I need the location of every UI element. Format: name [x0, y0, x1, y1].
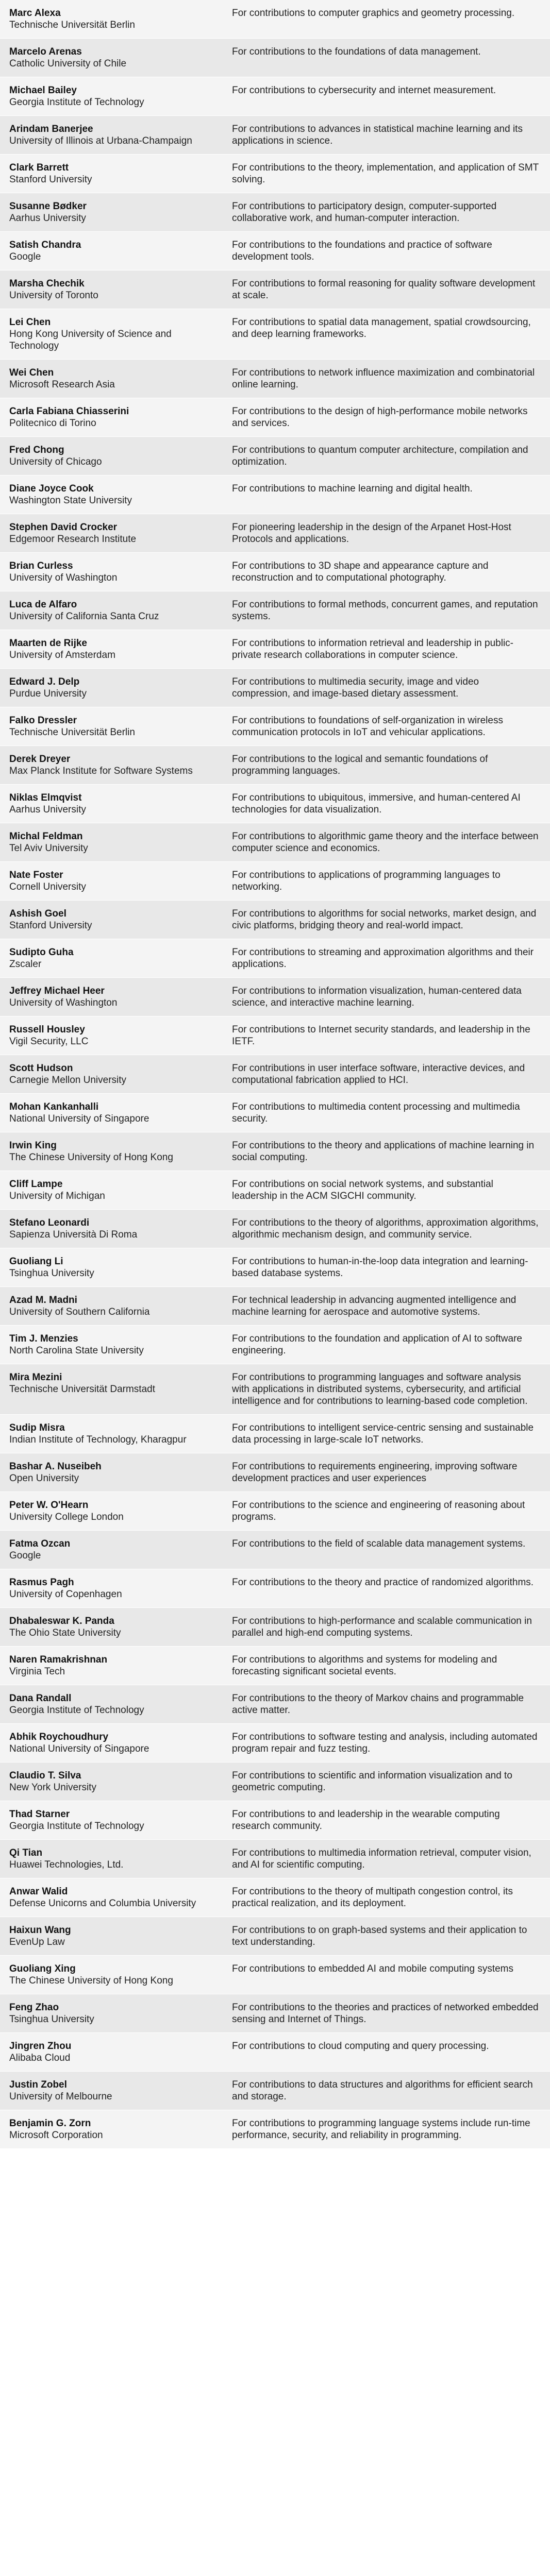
- fellow-citation: For contributions to the science and engineering of reasoning about programs.: [232, 1500, 525, 1522]
- fellow-institution: Aarhus University: [9, 213, 86, 224]
- fellow-person-cell: [0, 1917, 221, 1956]
- fellow-name: Abhik Roychoudhury: [9, 1732, 109, 1742]
- table-row: [0, 669, 550, 707]
- table-row: [0, 1994, 550, 2033]
- table-row: [0, 1171, 550, 1210]
- fellow-institution: New York University: [9, 1782, 96, 1793]
- fellow-name: Michael Bailey: [9, 85, 77, 96]
- table-row: [0, 939, 550, 978]
- table-row: [0, 155, 550, 193]
- table-row: [0, 1287, 550, 1326]
- fellow-person-cell: [0, 437, 221, 476]
- fellow-institution: University of Toronto: [9, 290, 98, 301]
- table-row: [0, 978, 550, 1016]
- fellow-person-cell: [0, 1840, 221, 1878]
- fellow-institution: Politecnico di Torino: [9, 418, 96, 429]
- fellow-person-cell: [0, 309, 221, 360]
- fellow-citation: For contributions to on graph-based systems and their application to text understanding.: [232, 1925, 527, 1947]
- fellow-institution: Vigil Security, LLC: [9, 1036, 89, 1047]
- fellow-citation: For pioneering leadership in the design of the Arpanet Host-Host Protocols and applications.: [232, 522, 511, 545]
- fellow-person-cell: [0, 901, 221, 939]
- fellow-institution: University of Illinois at Urbana-Champaign: [9, 135, 192, 146]
- fellow-person-cell: [0, 1492, 221, 1531]
- fellow-name: Falko Dressler: [9, 715, 77, 726]
- fellow-name: Marc Alexa: [9, 8, 61, 19]
- fellow-institution: Sapienza Università Di Roma: [9, 1229, 138, 1240]
- fellow-name: Edward J. Delp: [9, 676, 80, 687]
- fellow-citation: For contributions to quantum computer architecture, compilation and optimization.: [232, 445, 528, 467]
- fellow-name: Ashish Goel: [9, 908, 66, 919]
- table-row: [0, 309, 550, 360]
- fellow-name: Diane Joyce Cook: [9, 483, 94, 494]
- fellow-citation: For contributions in user interface software, interactive devices, and computational fabrication applied to HCI.: [232, 1063, 525, 1086]
- fellow-person-cell: [0, 1415, 221, 1453]
- table-row: [0, 1917, 550, 1956]
- fellow-name: Michal Feldman: [9, 831, 83, 842]
- fellow-person-cell: [0, 669, 221, 707]
- table-row: [0, 707, 550, 746]
- fellow-citation: For contributions to the theory of multipath congestion control, its practical realization, and its deployment.: [232, 1886, 513, 1909]
- fellow-institution: Edgemoor Research Institute: [9, 534, 137, 545]
- fellow-institution: Technische Universität Berlin: [9, 20, 135, 30]
- fellow-name: Claudio T. Silva: [9, 1770, 81, 1781]
- fellow-person-cell: [0, 1647, 221, 1685]
- fellow-name: Carla Fabiana Chiasserini: [9, 406, 129, 417]
- table-row: [0, 823, 550, 862]
- table-row: [0, 2110, 550, 2149]
- fellow-person-cell: [0, 1608, 221, 1647]
- fellow-citation: For contributions to multimedia information retrieval, computer vision, and AI for scientific computing.: [232, 1848, 531, 1870]
- fellow-citation: For contributions to intelligent service-centric sensing and sustainable data processing in large-scale IoT networks.: [232, 1422, 534, 1445]
- fellow-institution: Georgia Institute of Technology: [9, 1821, 144, 1832]
- fellow-citation: For contributions to requirements engineering, improving software development practices and user experiences: [232, 1461, 518, 1484]
- fellow-citation: For contributions to streaming and approximation algorithms and their applications.: [232, 947, 534, 970]
- fellow-citation: For contributions to the theory and practice of randomized algorithms.: [232, 1577, 534, 1588]
- table-row: [0, 1132, 550, 1171]
- fellow-citation: For contributions to the theory and applications of machine learning in social computing.: [232, 1140, 535, 1163]
- fellow-person-cell: [0, 270, 221, 309]
- fellow-citation: For contributions to ubiquitous, immersive, and human-centered AI technologies for data visualization.: [232, 792, 521, 815]
- table-row: [0, 0, 550, 39]
- fellow-name: Sudip Misra: [9, 1422, 65, 1433]
- fellow-institution: Virginia Tech: [9, 1666, 65, 1677]
- fellow-name: Clark Barrett: [9, 162, 69, 173]
- fellow-person-cell: [0, 1364, 221, 1415]
- fellow-citation: For contributions to high-performance and scalable communication in parallel and high-end computing systems.: [232, 1616, 532, 1638]
- table-row: [0, 1415, 550, 1453]
- table-row: [0, 398, 550, 437]
- fellow-person-cell: [0, 1569, 221, 1608]
- fellow-person-cell: [0, 746, 221, 785]
- fellow-institution: Stanford University: [9, 174, 92, 185]
- fellow-citation: For contributions to human-in-the-loop data integration and learning-based database systems.: [232, 1256, 528, 1279]
- table-row: [0, 785, 550, 823]
- fellow-name: Peter W. O'Hearn: [9, 1500, 89, 1511]
- table-row: [0, 39, 550, 77]
- fellow-citation: For contributions to the field of scalable data management systems.: [232, 1538, 526, 1549]
- fellow-institution: The Chinese University of Hong Kong: [9, 1975, 173, 1986]
- fellow-person-cell: [0, 39, 221, 77]
- fellow-person-cell: [0, 1724, 221, 1762]
- fellow-person-cell: [0, 785, 221, 823]
- fellow-citation: For contributions to participatory design, computer-supported collaborative work, and human-computer interaction.: [232, 201, 497, 224]
- fellow-institution: Technische Universität Berlin: [9, 727, 135, 738]
- fellow-person-cell: [0, 360, 221, 398]
- fellow-institution: University of Michigan: [9, 1191, 105, 1201]
- fellow-person-cell: [0, 1287, 221, 1326]
- fellow-person-cell: [0, 1956, 221, 1994]
- table-row: [0, 77, 550, 116]
- table-row: [0, 1531, 550, 1569]
- fellow-institution: Purdue University: [9, 688, 87, 699]
- fellow-institution: Technische Universität Darmstadt: [9, 1384, 155, 1395]
- fellow-citation: For contributions to multimedia content processing and multimedia security.: [232, 1101, 520, 1124]
- table-row: [0, 1492, 550, 1531]
- fellow-institution: University of Southern California: [9, 1307, 150, 1317]
- fellow-name: Irwin King: [9, 1140, 57, 1151]
- fellow-institution: Tel Aviv University: [9, 843, 88, 854]
- fellow-institution: Microsoft Corporation: [9, 2130, 103, 2141]
- table-row: [0, 630, 550, 669]
- fellow-institution: Aarhus University: [9, 804, 86, 815]
- fellow-name: Thad Starner: [9, 1809, 70, 1820]
- fellow-institution: Defense Unicorns and Columbia University: [9, 1898, 196, 1909]
- fellow-institution: University of Washington: [9, 572, 118, 583]
- table-row: [0, 1016, 550, 1055]
- table-row: [0, 1647, 550, 1685]
- fellow-institution: Georgia Institute of Technology: [9, 1705, 144, 1716]
- fellow-name: Maarten de Rijke: [9, 638, 87, 649]
- fellow-person-cell: [0, 1171, 221, 1210]
- fellow-name: Haixun Wang: [9, 1925, 71, 1936]
- fellow-institution: Washington State University: [9, 495, 132, 506]
- fellow-person-cell: [0, 2110, 221, 2149]
- fellow-name: Guoliang Li: [9, 1256, 63, 1267]
- fellow-person-cell: [0, 1055, 221, 1094]
- fellow-institution: Max Planck Institute for Software Systems: [9, 766, 193, 776]
- table-row: [0, 2072, 550, 2110]
- fellow-institution: Cornell University: [9, 882, 86, 892]
- fellow-institution: Stanford University: [9, 920, 92, 931]
- fellow-citation: For contributions to the theory of algorithms, approximation algorithms, algorithmic mechanism design, and community service.: [232, 1217, 539, 1240]
- fellow-institution: Huawei Technologies, Ltd.: [9, 1859, 124, 1870]
- fellow-person-cell: [0, 1248, 221, 1287]
- fellow-citation: For contributions to network influence maximization and combinatorial online learning.: [232, 367, 535, 390]
- fellow-person-cell: [0, 553, 221, 591]
- table-row: [0, 1878, 550, 1917]
- fellow-name: Jeffrey Michael Heer: [9, 986, 105, 996]
- fellow-name: Mira Mezini: [9, 1372, 62, 1383]
- fellow-citation: For contributions to formal methods, concurrent games, and reputation systems.: [232, 599, 538, 622]
- fellow-institution: University of Washington: [9, 997, 118, 1008]
- fellow-name: Fatma Ozcan: [9, 1538, 71, 1549]
- table-row: [0, 1364, 550, 1415]
- table-row: [0, 1248, 550, 1287]
- table-row: [0, 437, 550, 476]
- fellow-citation: For contributions to cloud computing and query processing.: [232, 2041, 489, 2052]
- fellow-institution: Open University: [9, 1473, 79, 1484]
- fellow-citation: For contributions to the foundations and practice of software development tools.: [232, 240, 492, 262]
- fellow-institution: Google: [9, 251, 41, 262]
- table-row: [0, 1801, 550, 1840]
- table-row: [0, 514, 550, 553]
- fellow-citation: For contributions to scientific and information visualization and to geometric computing.: [232, 1770, 512, 1793]
- fellow-citation: For contributions to formal reasoning for quality software development at scale.: [232, 278, 536, 301]
- fellow-citation: For contributions to spatial data management, spatial crowdsourcing, and deep learning frameworks.: [232, 317, 531, 340]
- fellow-person-cell: [0, 1685, 221, 1724]
- fellow-citation: For contributions to the logical and semantic foundations of programming languages.: [232, 754, 488, 776]
- fellow-citation: For contributions to the foundation and application of AI to software engineering.: [232, 1333, 522, 1356]
- fellow-person-cell: [0, 2033, 221, 2072]
- fellow-person-cell: [0, 1878, 221, 1917]
- fellow-institution: EvenUp Law: [9, 1937, 65, 1947]
- table-row: [0, 1094, 550, 1132]
- fellow-person-cell: [0, 1210, 221, 1248]
- fellow-institution: University of California Santa Cruz: [9, 611, 159, 622]
- fellow-citation: For contributions to programming language systems include run-time performance, security, and reliability in programming.: [232, 2118, 530, 2141]
- fellow-citation: For contributions to embedded AI and mobile computing systems: [232, 1963, 514, 1974]
- fellow-person-cell: [0, 116, 221, 155]
- table-row: [0, 1762, 550, 1801]
- fellow-name: Tim J. Menzies: [9, 1333, 78, 1344]
- fellow-institution: Indian Institute of Technology, Kharagpur: [9, 1434, 187, 1445]
- fellow-name: Naren Ramakrishnan: [9, 1654, 108, 1665]
- fellow-institution: Georgia Institute of Technology: [9, 97, 144, 108]
- table-row: [0, 1685, 550, 1724]
- fellow-institution: University of Copenhagen: [9, 1589, 122, 1600]
- table-row: [0, 116, 550, 155]
- fellow-name: Dana Randall: [9, 1693, 72, 1704]
- fellow-name: Qi Tian: [9, 1848, 43, 1858]
- fellow-name: Derek Dreyer: [9, 754, 71, 765]
- fellow-institution: Tsinghua University: [9, 1268, 94, 1279]
- fellow-citation: For contributions to applications of programming languages to networking.: [232, 870, 501, 892]
- table-row: [0, 1569, 550, 1608]
- fellow-institution: University of Melbourne: [9, 2091, 112, 2102]
- fellow-citation: For contributions to software testing and analysis, including automated program repair and fuzz testing.: [232, 1732, 538, 1754]
- fellow-person-cell: [0, 939, 221, 978]
- fellow-person-cell: [0, 1094, 221, 1132]
- fellow-person-cell: [0, 1016, 221, 1055]
- fellow-person-cell: [0, 1132, 221, 1171]
- fellow-name: Satish Chandra: [9, 240, 81, 250]
- table-row: [0, 2033, 550, 2072]
- table-row: [0, 1840, 550, 1878]
- fellow-name: Susanne Bødker: [9, 201, 87, 212]
- fellow-institution: Catholic University of Chile: [9, 58, 127, 69]
- fellow-person-cell: [0, 1531, 221, 1569]
- fellow-name: Feng Zhao: [9, 2002, 59, 2013]
- fellow-citation: For contributions to programming languages and software analysis with applications in distributed systems, cybersecurity, and artificial intelligence and for contributions to learning-based code completion.: [232, 1372, 528, 1406]
- fellow-institution: The Ohio State University: [9, 1628, 121, 1638]
- fellow-name: Rasmus Pagh: [9, 1577, 74, 1588]
- table-row: [0, 1055, 550, 1094]
- fellow-citation: For contributions to algorithmic game theory and the interface between computer science and economics.: [232, 831, 539, 854]
- fellow-person-cell: [0, 1994, 221, 2033]
- fellow-citation: For contributions to and leadership in the wearable computing research community.: [232, 1809, 500, 1832]
- fellow-citation: For contributions to the theories and practices of networked embedded sensing and Internet of Things.: [232, 2002, 539, 2025]
- table-row: [0, 862, 550, 901]
- fellow-citation: For contributions to the theory of Markov chains and programmable active matter.: [232, 1693, 524, 1716]
- fellow-name: Benjamin G. Zorn: [9, 2118, 91, 2129]
- table-row: [0, 553, 550, 591]
- fellow-name: Russell Housley: [9, 1024, 85, 1035]
- fellow-name: Mohan Kankanhalli: [9, 1101, 99, 1112]
- fellow-name: Jingren Zhou: [9, 2041, 72, 2052]
- fellow-person-cell: [0, 398, 221, 437]
- table-row: [0, 193, 550, 232]
- fellow-institution: Carnegie Mellon University: [9, 1075, 127, 1086]
- fellow-name: Brian Curless: [9, 561, 73, 571]
- table-row: [0, 1453, 550, 1492]
- fellow-name: Cliff Lampe: [9, 1179, 63, 1190]
- fellow-citation: For contributions to data structures and algorithms for efficient search and storage.: [232, 2079, 533, 2102]
- fellow-person-cell: [0, 77, 221, 116]
- table-row: [0, 476, 550, 514]
- fellow-person-cell: [0, 707, 221, 746]
- fellow-citation: For contributions on social network systems, and substantial leadership in the ACM SIGCHI community.: [232, 1179, 493, 1201]
- fellow-person-cell: [0, 978, 221, 1016]
- table-row: [0, 1956, 550, 1994]
- fellow-citation: For contributions to the design of high-performance mobile networks and services.: [232, 406, 528, 429]
- fellow-person-cell: [0, 823, 221, 862]
- fellow-institution: National University of Singapore: [9, 1113, 149, 1124]
- fellow-name: Scott Hudson: [9, 1063, 73, 1074]
- fellow-person-cell: [0, 232, 221, 270]
- fellow-name: Stephen David Crocker: [9, 522, 118, 533]
- fellow-citation: For contributions to algorithms and systems for modeling and forecasting significant societal events.: [232, 1654, 497, 1677]
- fellow-name: Wei Chen: [9, 367, 54, 378]
- fellow-name: Dhabaleswar K. Panda: [9, 1616, 114, 1626]
- fellow-institution: Alibaba Cloud: [9, 2053, 71, 2063]
- fellow-citation: For contributions to 3D shape and appearance capture and reconstruction and to computational photography.: [232, 561, 489, 583]
- fellow-institution: The Chinese University of Hong Kong: [9, 1152, 173, 1163]
- fellow-person-cell: [0, 1801, 221, 1840]
- table-row: [0, 1608, 550, 1647]
- fellow-name: Bashar A. Nuseibeh: [9, 1461, 102, 1472]
- fellow-name: Lei Chen: [9, 317, 51, 328]
- table-row: [0, 1724, 550, 1762]
- fellow-citation: For contributions to the theory, implementation, and application of SMT solving.: [232, 162, 539, 185]
- fellow-citation: For contributions to information retrieval and leadership in public-private research collaborations in computer science.: [232, 638, 513, 660]
- fellow-citation: For contributions to algorithms for social networks, market design, and civic platforms, bridging theory and real-world impact.: [232, 908, 537, 931]
- table-row: [0, 1326, 550, 1364]
- fellow-name: Guoliang Xing: [9, 1963, 76, 1974]
- fellow-citation: For contributions to information visualization, human-centered data science, and interactive machine learning.: [232, 986, 522, 1008]
- fellow-institution: University College London: [9, 1512, 124, 1522]
- table-row: [0, 270, 550, 309]
- fellow-name: Marcelo Arenas: [9, 46, 82, 57]
- fellow-citation: For contributions to advances in statistical machine learning and its applications in science.: [232, 124, 523, 146]
- fellow-institution: Hong Kong University of Science and Technology: [9, 329, 172, 351]
- fellow-institution: Zscaler: [9, 959, 42, 970]
- fellow-name: Arindam Banerjee: [9, 124, 93, 134]
- fellow-person-cell: [0, 591, 221, 630]
- fellow-name: Niklas Elmqvist: [9, 792, 82, 803]
- fellow-name: Marsha Chechik: [9, 278, 85, 289]
- fellow-institution: National University of Singapore: [9, 1743, 149, 1754]
- fellow-person-cell: [0, 1326, 221, 1364]
- fellow-name: Azad M. Madni: [9, 1295, 77, 1306]
- table-row: [0, 591, 550, 630]
- fellow-person-cell: [0, 155, 221, 193]
- fellow-person-cell: [0, 2072, 221, 2110]
- fellow-institution: Google: [9, 1550, 41, 1561]
- fellow-name: Luca de Alfaro: [9, 599, 77, 610]
- table-row: [0, 901, 550, 939]
- fellow-citation: For contributions to Internet security standards, and leadership in the IETF.: [232, 1024, 530, 1047]
- fellow-name: Fred Chong: [9, 445, 64, 455]
- fellow-institution: Tsinghua University: [9, 2014, 94, 2025]
- fellow-person-cell: [0, 630, 221, 669]
- fellow-citation: For contributions to multimedia security, image and video compression, and image-based dietary assessment.: [232, 676, 479, 699]
- fellow-name: Anwar Walid: [9, 1886, 68, 1897]
- fellow-institution: University of Amsterdam: [9, 650, 115, 660]
- table-row: [0, 232, 550, 270]
- table-row: [0, 1210, 550, 1248]
- fellow-person-cell: [0, 476, 221, 514]
- fellow-name: Stefano Leonardi: [9, 1217, 90, 1228]
- fellow-citation: For contributions to cybersecurity and internet measurement.: [232, 85, 496, 96]
- fellow-name: Sudipto Guha: [9, 947, 74, 958]
- fellow-name: Justin Zobel: [9, 2079, 67, 2090]
- fellow-citation: For contributions to computer graphics and geometry processing.: [232, 8, 515, 19]
- fellow-person-cell: [0, 1762, 221, 1801]
- fellow-person-cell: [0, 862, 221, 901]
- fellow-person-cell: [0, 514, 221, 553]
- fellow-institution: Microsoft Research Asia: [9, 379, 115, 390]
- fellow-citation: For contributions to the foundations of data management.: [232, 46, 481, 57]
- fellow-institution: University of Chicago: [9, 456, 102, 467]
- fellow-name: Nate Foster: [9, 870, 63, 880]
- fellow-person-cell: [0, 193, 221, 232]
- fellow-person-cell: [0, 0, 221, 39]
- fellow-citation: For contributions to foundations of self-organization in wireless communication protocols in IoT and vehicular applications.: [232, 715, 503, 738]
- table-row: [0, 746, 550, 785]
- fellow-citation: For contributions to machine learning and digital health.: [232, 483, 473, 494]
- fellow-person-cell: [0, 1453, 221, 1492]
- fellow-citation: For technical leadership in advancing augmented intelligence and machine learning for aerospace and automotive systems.: [232, 1295, 516, 1317]
- fellow-institution: North Carolina State University: [9, 1345, 144, 1356]
- table-row: [0, 360, 550, 398]
